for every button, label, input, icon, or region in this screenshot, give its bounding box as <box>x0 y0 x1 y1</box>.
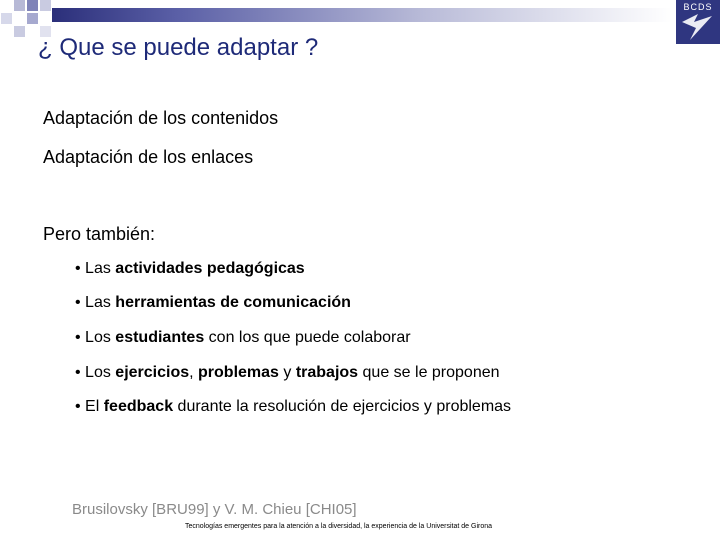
reference-text: Brusilovsky [BRU99] y V. M. Chieu [CHI05] <box>72 501 357 518</box>
bullet-text: durante la resolución de ejercicios y problemas <box>173 398 512 415</box>
footer-text: Tecnologías emergentes para la atención a la diversidad, la experiencia de la Universitat de Girona <box>185 523 493 530</box>
square <box>1 13 12 24</box>
bullet-item <box>75 329 411 347</box>
bullet-bold: trabajos <box>295 364 359 381</box>
bullet-bold: ejercicios <box>115 364 190 381</box>
square <box>14 0 25 11</box>
bullet-bold: actividades pedagógicas <box>115 260 305 277</box>
logo-text: BCDS <box>683 2 713 12</box>
bullet-text: • Los <box>75 364 116 381</box>
page-title: ¿ Que se puede adaptar ? <box>38 34 319 61</box>
bullet-item <box>75 260 305 278</box>
square <box>14 26 25 37</box>
bullet-bold: estudiantes <box>115 329 205 346</box>
header-gradient-bar <box>52 8 672 22</box>
bullet-text: • Las <box>75 260 116 277</box>
bullet-text: con los que puede colaborar <box>204 329 411 346</box>
bullet-text: y <box>278 364 296 381</box>
bullet-text: • Las <box>75 294 116 311</box>
square <box>27 13 38 24</box>
content-item: Adaptación de los contenidos <box>43 108 279 128</box>
bcds-logo <box>676 0 720 44</box>
bullet-text: • El <box>75 398 104 415</box>
bullet-item <box>75 294 351 312</box>
square <box>40 0 51 11</box>
content-item: Adaptación de los enlaces <box>43 147 254 167</box>
bullet-text: , <box>189 364 199 381</box>
logo-mark-icon <box>676 0 720 44</box>
bullet-text: • Los <box>75 329 116 346</box>
bullet-bold: feedback <box>103 398 174 415</box>
bullet-item <box>75 364 500 382</box>
square <box>27 0 38 11</box>
bullet-item <box>75 398 511 416</box>
bullet-bold: herramientas de comunicación <box>115 294 351 311</box>
bullet-bold: problemas <box>198 364 279 381</box>
intro-text: Pero también: <box>43 224 156 244</box>
bullet-text: que se le proponen <box>358 364 500 381</box>
